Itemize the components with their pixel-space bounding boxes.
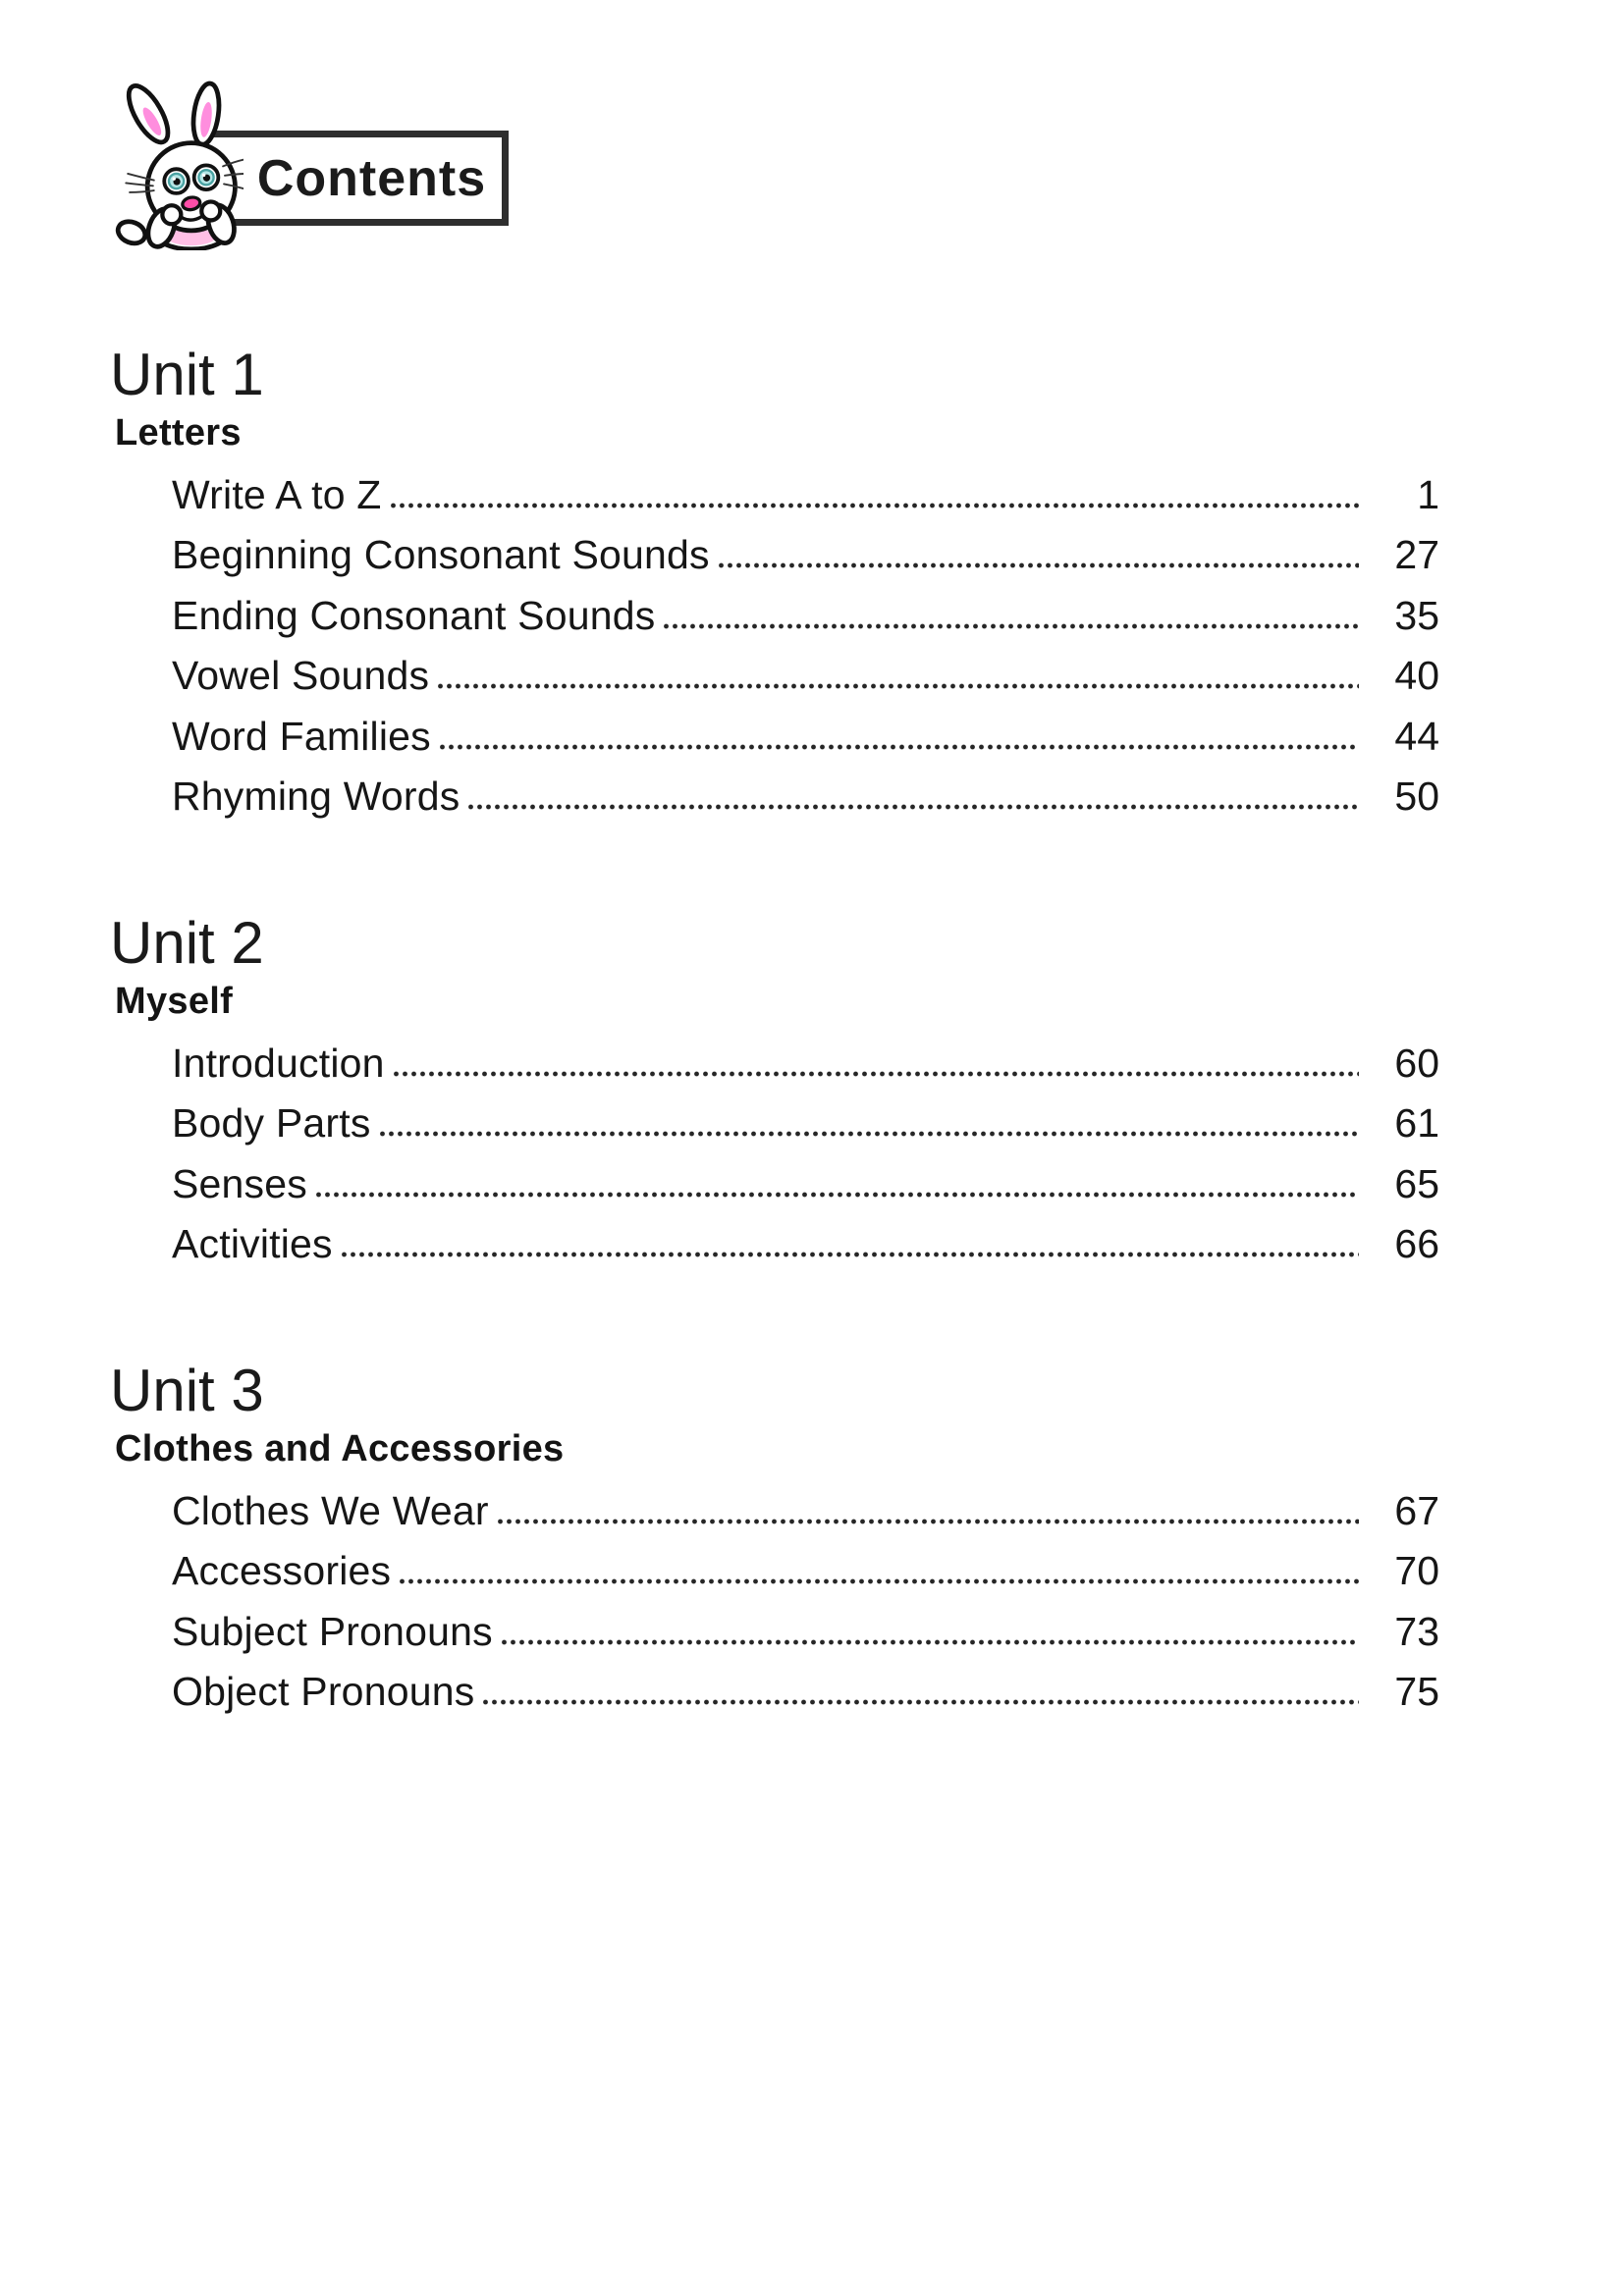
toc-header: [0, 0, 1624, 294]
toc-leader-dots: [662, 621, 1359, 631]
toc-leader-dots: [481, 1697, 1359, 1707]
toc-list: [110, 1026, 1439, 1267]
toc-leader-dots: [389, 501, 1359, 510]
toc-list: [110, 457, 1439, 820]
toc-entry-page: 70: [1394, 1548, 1439, 1594]
toc-entry: [172, 1087, 1439, 1148]
toc-entry-page: 75: [1394, 1669, 1439, 1715]
toc-entry: [172, 518, 1439, 579]
toc-entry-title: Introduction: [172, 1040, 385, 1086]
toc-entry-page: 67: [1394, 1487, 1439, 1533]
toc-entry-title: Word Families: [172, 713, 431, 759]
contents-title-box: [201, 131, 509, 226]
toc-entry-title: Accessories: [172, 1548, 392, 1594]
toc-leader-dots: [466, 802, 1359, 812]
toc-leader-dots: [438, 742, 1359, 752]
toc-entry: [172, 1594, 1439, 1655]
toc-entry-page: 60: [1394, 1040, 1439, 1086]
toc-entry: [172, 1655, 1439, 1716]
toc-entry: [172, 760, 1439, 821]
toc-leader-dots: [378, 1129, 1359, 1139]
toc-entry-title: Senses: [172, 1160, 307, 1206]
toc-entry-page: 40: [1394, 653, 1439, 699]
toc-entry: [172, 457, 1439, 518]
unit-heading: Unit 2: [110, 910, 264, 976]
toc-entry-page: 66: [1394, 1221, 1439, 1267]
unit-subtitle: Letters: [115, 412, 242, 454]
toc-entry: [172, 1026, 1439, 1087]
toc-entry-title: Body Parts: [172, 1100, 371, 1147]
toc-entry-title: Rhyming Words: [172, 774, 460, 820]
toc-leader-dots: [500, 1637, 1359, 1647]
page-title: Contents: [256, 149, 487, 207]
toc-entry-page: 61: [1394, 1100, 1439, 1147]
unit-heading: Unit 1: [110, 342, 264, 407]
toc-list: [110, 1473, 1439, 1715]
toc-entry-page: 35: [1394, 592, 1439, 638]
unit-subtitle: Clothes and Accessories: [115, 1428, 565, 1469]
bunny-illustration: [113, 77, 244, 250]
toc-leader-dots: [392, 1069, 1359, 1079]
toc-entry-page: 1: [1417, 471, 1439, 517]
toc-entry-title: Clothes We Wear: [172, 1487, 489, 1533]
toc-leader-dots: [717, 561, 1359, 570]
toc-entry: [172, 1473, 1439, 1534]
toc-entry: [172, 578, 1439, 639]
toc-entry-title: Activities: [172, 1221, 333, 1267]
toc-leader-dots: [340, 1250, 1359, 1259]
toc-entry: [172, 1147, 1439, 1207]
toc-entry-title: Write A to Z: [172, 471, 382, 517]
toc-entry-title: Object Pronouns: [172, 1669, 475, 1715]
toc-entry: [172, 1207, 1439, 1268]
toc-entry-page: 65: [1394, 1160, 1439, 1206]
toc-entry-title: Subject Pronouns: [172, 1608, 493, 1654]
unit-1-section: [110, 342, 1439, 820]
toc-entry-page: 44: [1394, 713, 1439, 759]
toc-entry-page: 27: [1394, 532, 1439, 578]
toc-entry-page: 73: [1394, 1608, 1439, 1654]
toc-entry: [172, 1534, 1439, 1595]
unit-heading: Unit 3: [110, 1358, 264, 1423]
unit-subtitle: Myself: [115, 981, 234, 1022]
toc-entry-page: 50: [1394, 774, 1439, 820]
toc-entry-title: Beginning Consonant Sounds: [172, 532, 710, 578]
toc-leader-dots: [496, 1517, 1359, 1526]
unit-2-section: [110, 910, 1439, 1267]
toc-leader-dots: [436, 681, 1359, 691]
toc-entry-title: Vowel Sounds: [172, 653, 430, 699]
toc-entry-title: Ending Consonant Sounds: [172, 592, 656, 638]
toc-leader-dots: [314, 1190, 1359, 1200]
unit-3-section: [110, 1358, 1439, 1715]
toc-leader-dots: [398, 1576, 1359, 1586]
toc-entry: [172, 699, 1439, 760]
toc-entry: [172, 639, 1439, 700]
